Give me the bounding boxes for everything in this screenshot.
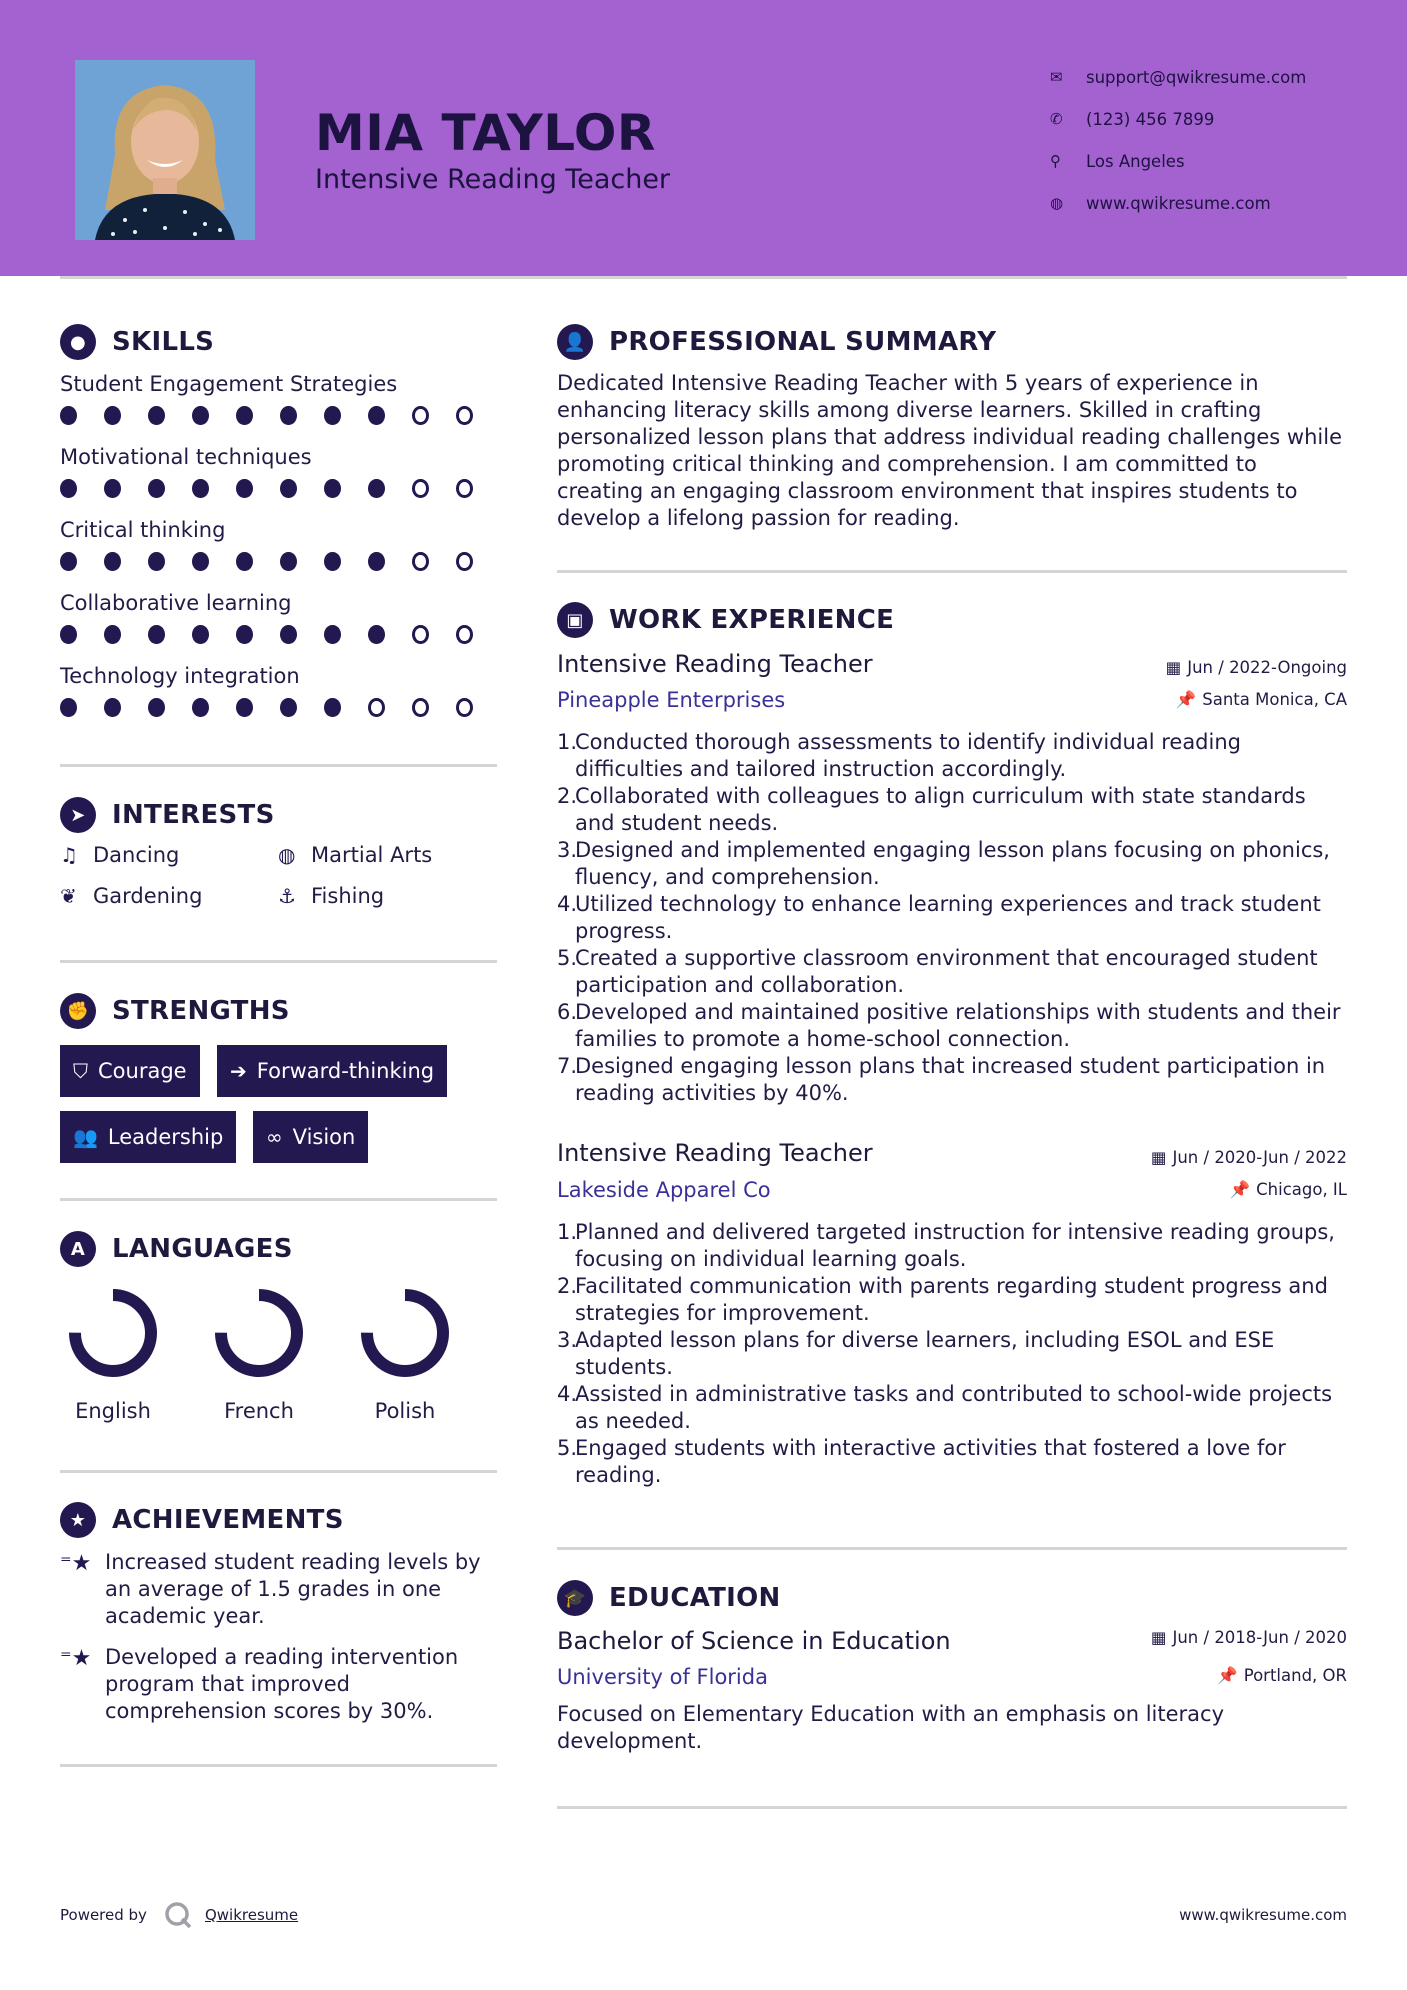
skill-name: Technology integration [60, 664, 300, 688]
contact-phone[interactable]: ✆ (123) 456 7899 [1050, 109, 1215, 129]
rating-dot-filled [280, 479, 297, 498]
leaf-icon: ❦ [60, 884, 77, 908]
rating-dot-filled [192, 552, 209, 571]
rating-dot-filled [60, 479, 77, 498]
rating-dot-filled [148, 698, 165, 717]
skill-name: Motivational techniques [60, 445, 312, 469]
skill-rating [60, 406, 500, 425]
strength-tag: ⛉ Courage [60, 1045, 200, 1097]
strengths-divider [60, 1198, 497, 1201]
skill-rating [60, 698, 500, 717]
rating-dot-filled [192, 625, 209, 644]
rating-dot-filled [324, 406, 341, 425]
map-marker-icon: ⚲ [1050, 152, 1061, 170]
resume-header [0, 0, 1407, 276]
language-item: Polish [350, 1285, 460, 1423]
rating-dot-filled [192, 406, 209, 425]
job-company: Lakeside Apparel Co [557, 1178, 771, 1202]
candidate-role: Intensive Reading Teacher [315, 164, 671, 195]
calendar-icon: ▦ [1165, 658, 1182, 677]
education-dates: ▦ Jun / 2018-Jun / 2020 [1150, 1628, 1347, 1647]
education-degree: Bachelor of Science in Education [557, 1627, 951, 1655]
experience-divider [557, 1547, 1347, 1550]
languages-divider [60, 1470, 497, 1473]
interests-heading: ➤ INTERESTS [60, 797, 275, 833]
qwikresume-logo-icon [163, 1900, 193, 1930]
job-title: Intensive Reading Teacher [557, 650, 873, 678]
star-icon: ⁼★ [60, 1646, 92, 1671]
rating-dot-filled [280, 625, 297, 644]
list-item: Designed and implemented engaging lesson plans focusing on phonics, fluency, and comprehension. [575, 838, 1330, 889]
contact-list [1050, 56, 1306, 224]
job-location: 📌 Santa Monica, CA [1175, 690, 1347, 709]
rating-dot-empty [456, 479, 473, 498]
list-item: Assisted in administrative tasks and contributed to school-wide projects as needed. [575, 1382, 1333, 1433]
rating-dot-filled [104, 625, 121, 644]
rating-dot-filled [324, 552, 341, 571]
rating-dot-filled [148, 406, 165, 425]
interest-item: ◍ Martial Arts [278, 843, 433, 867]
skills-divider [60, 764, 497, 767]
rating-dot-empty [412, 698, 429, 717]
rating-dot-empty [456, 625, 473, 644]
strengths-heading: ✊ STRENGTHS [60, 993, 290, 1029]
lightbulb-icon: ● [60, 324, 96, 360]
interest-item: ⚓ Fishing [278, 884, 385, 908]
rating-dot-filled [324, 625, 341, 644]
pushpin-icon: 📌 [1217, 1666, 1238, 1685]
footer-url[interactable]: www.qwikresume.com [1179, 1906, 1347, 1924]
rating-dot-filled [280, 406, 297, 425]
rating-dot-filled [280, 698, 297, 717]
rating-dot-filled [60, 552, 77, 571]
footer-powered-by: Powered by Qwikresume [60, 1900, 298, 1930]
rating-dot-empty [368, 698, 385, 717]
achievement-item: ⁼★ Increased student reading levels by an average of 1.5 grades in one academic year. [60, 1550, 481, 1628]
skill-item [60, 591, 500, 664]
job-company: Pineapple Enterprises [557, 688, 786, 712]
rating-dot-filled [236, 698, 253, 717]
globe-icon: ◍ [1050, 194, 1064, 212]
job-bullets [557, 1219, 1347, 1489]
anchor-icon: ⚓ [278, 884, 296, 908]
education-location: 📌 Portland, OR [1217, 1666, 1347, 1685]
language-item: French [204, 1285, 314, 1423]
rating-dot-empty [412, 479, 429, 498]
job-location: 📌 Chicago, IL [1229, 1180, 1347, 1199]
contact-email[interactable]: ✉ support@qwikresume.com [1050, 67, 1307, 87]
job-title: Intensive Reading Teacher [557, 1139, 873, 1167]
skill-item [60, 445, 500, 518]
list-item: Adapted lesson plans for diverse learners, including ESOL and ESE students. [575, 1328, 1275, 1379]
rating-dot-empty [456, 552, 473, 571]
rating-dot-filled [60, 406, 77, 425]
summary-heading: 👤 PROFESSIONAL SUMMARY [557, 324, 996, 360]
qwikresume-link[interactable]: Qwikresume [204, 1906, 299, 1924]
skill-item [60, 664, 500, 737]
rating-dot-empty [456, 698, 473, 717]
skill-rating [60, 625, 500, 644]
language-level-ring [211, 1285, 307, 1381]
job-bullets [557, 729, 1347, 1107]
rating-dot-filled [236, 479, 253, 498]
summary-divider [557, 570, 1347, 573]
skill-name: Student Engagement Strategies [60, 372, 398, 396]
binoculars-icon: ∞ [266, 1125, 283, 1149]
rating-dot-filled [236, 625, 253, 644]
interest-item: ❦ Gardening [60, 884, 203, 908]
list-item: Created a supportive classroom environment that encouraged student participation and collaboration. [575, 946, 1318, 997]
rating-dot-filled [368, 479, 385, 498]
list-item: Developed and maintained positive relationships with students and their families to promote a home-school connection. [575, 1000, 1341, 1051]
list-item: Engaged students with interactive activities that fostered a love for reading. [575, 1436, 1286, 1487]
rating-dot-filled [368, 625, 385, 644]
language-icon: A [60, 1231, 96, 1267]
list-item: Designed engaging lesson plans that increased student participation in reading activities by 40%. [575, 1054, 1326, 1105]
rating-dot-filled [324, 698, 341, 717]
education-description: Focused on Elementary Education with an emphasis on literacy development. [557, 1702, 1224, 1753]
globe-icon: ◍ [278, 843, 296, 867]
rating-dot-filled [148, 552, 165, 571]
rating-dot-filled [104, 552, 121, 571]
users-icon: 👥 [73, 1125, 98, 1149]
rating-dot-filled [236, 552, 253, 571]
rating-dot-empty [412, 625, 429, 644]
rating-dot-empty [412, 552, 429, 571]
phone-icon: ✆ [1050, 110, 1063, 128]
job-dates: ▦ Jun / 2020-Jun / 2022 [1150, 1148, 1347, 1167]
profile-photo [75, 60, 255, 240]
rating-dot-filled [192, 479, 209, 498]
paper-plane-icon: ➤ [60, 797, 96, 833]
music-icon: ♫ [60, 843, 78, 867]
briefcase-icon: ▣ [557, 602, 593, 638]
list-item: Facilitated communication with parents regarding student progress and strategies for improvement. [575, 1274, 1328, 1325]
achievements-heading: ★ ACHIEVEMENTS [60, 1502, 344, 1538]
user-icon: 👤 [557, 324, 593, 360]
rating-dot-filled [104, 479, 121, 498]
candidate-name: MIA TAYLOR [315, 104, 656, 162]
rating-dot-filled [60, 698, 77, 717]
skill-item [60, 518, 500, 591]
pushpin-icon: 📌 [1229, 1180, 1251, 1199]
list-item: Conducted thorough assessments to identify individual reading difficulties and tailored instruction accordingly. [575, 730, 1241, 781]
strength-tag: ➔ Forward-thinking [217, 1045, 447, 1097]
star-icon: ⁼★ [60, 1551, 92, 1576]
skills-heading: ● SKILLS [60, 324, 214, 360]
contact-location: ⚲ Los Angeles [1050, 151, 1185, 171]
rating-dot-filled [368, 406, 385, 425]
list-item: Planned and delivered targeted instruction for intensive reading groups, focusing on individual learning goals. [575, 1220, 1335, 1271]
interest-item: ♫ Dancing [60, 843, 180, 867]
list-item: Collaborated with colleagues to align curriculum with state standards and student needs. [575, 784, 1306, 835]
languages-heading: A LANGUAGES [60, 1231, 293, 1267]
language-level-ring [65, 1285, 161, 1381]
envelope-icon: ✉ [1050, 68, 1063, 86]
job-dates: ▦ Jun / 2022-Ongoing [1165, 658, 1347, 677]
education-school: University of Florida [557, 1665, 768, 1689]
rating-dot-filled [60, 625, 77, 644]
rating-dot-filled [148, 479, 165, 498]
achievements-divider [60, 1764, 497, 1767]
language-item: English [58, 1285, 168, 1423]
rating-dot-filled [104, 406, 121, 425]
shield-icon: ⛉ [73, 1059, 88, 1083]
pushpin-icon: 📌 [1175, 690, 1197, 709]
strength-tag: 👥 Leadership [60, 1111, 236, 1163]
arrow-right-icon: ➔ [230, 1059, 247, 1083]
interests-list [60, 843, 500, 908]
language-level-ring [357, 1285, 453, 1381]
rating-dot-filled [280, 552, 297, 571]
skill-rating [60, 479, 500, 498]
education-heading: 🎓 EDUCATION [557, 1580, 781, 1616]
header-divider [60, 276, 1347, 279]
achievement-item: ⁼★ Developed a reading intervention program that improved comprehension scores by 30%. [60, 1645, 459, 1723]
skill-name: Critical thinking [60, 518, 226, 542]
fist-icon: ✊ [60, 993, 96, 1029]
rating-dot-filled [236, 406, 253, 425]
skill-item [60, 372, 500, 445]
list-item: Utilized technology to enhance learning experiences and track student progress. [575, 892, 1321, 943]
rating-dot-empty [456, 406, 473, 425]
star-badge-icon: ★ [60, 1502, 96, 1538]
rating-dot-filled [104, 698, 121, 717]
graduation-cap-icon: 🎓 [557, 1580, 593, 1616]
contact-website[interactable]: ◍ www.qwikresume.com [1050, 193, 1271, 213]
calendar-icon: ▦ [1150, 1148, 1167, 1167]
interests-divider [60, 960, 497, 963]
summary-text: Dedicated Intensive Reading Teacher with 5 years of experience in enhancing literacy skills among diverse learners. Skilled in crafting personalized lesson plans that address individual reading challenges while promoting critical thinking and comprehension. I am committed to creating an engaging classroom environment that inspires students to develop a lifelong passion for reading. [557, 371, 1342, 530]
rating-dot-filled [324, 479, 341, 498]
rating-dot-empty [412, 406, 429, 425]
skill-rating [60, 552, 500, 571]
rating-dot-filled [148, 625, 165, 644]
skills-list [60, 372, 500, 737]
education-divider [557, 1806, 1347, 1809]
strength-tag: ∞ Vision [253, 1111, 368, 1163]
skill-name: Collaborative learning [60, 591, 292, 615]
experience-heading: ▣ WORK EXPERIENCE [557, 602, 894, 638]
rating-dot-filled [368, 552, 385, 571]
rating-dot-filled [192, 698, 209, 717]
calendar-icon: ▦ [1150, 1628, 1167, 1647]
